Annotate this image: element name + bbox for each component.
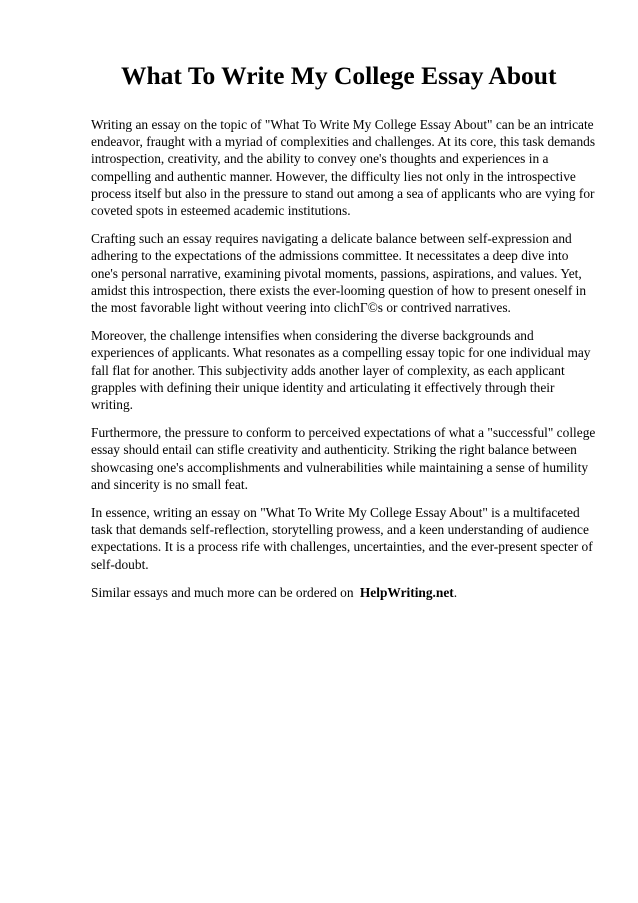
document-title: What To Write My College Essay About bbox=[121, 61, 557, 90]
paragraph-1: Writing an essay on the topic of "What To Write My College Essay About" can be an intricate endeavor, fraught with a myriad of complexities and challenges. At its core, this task demands introspection, creativity, and the ability to convey one's thoughts and experiences in a compelling and authentic manner. However, the difficulty lies not only in the introspective process itself but also in the pressure to stand out among a sea of applicants who are vying for coveted spots in esteemed academic institutions. bbox=[91, 117, 596, 219]
paragraph-4: Furthermore, the pressure to conform to perceived expectations of what a "successful" college essay should entail can stifle creativity and authenticity. Striking the right balance between showcasing one's accomplishments and vulnerabilities while maintaining a sense of humility and sincerity is no small feat. bbox=[91, 425, 596, 492]
paragraph-5: In essence, writing an essay on "What To Write My College Essay About" is a multifaceted task that demands self-reflection, storytelling prowess, and a keen understanding of audience expectations. It is a process rife with challenges, uncertainties, and the ever-present specter of self-doubt. bbox=[91, 505, 593, 572]
footer-line bbox=[91, 584, 598, 601]
brand-link[interactable]: HelpWriting.net bbox=[359, 584, 454, 600]
footer-text: Similar essays and much more can be ordered on bbox=[91, 584, 354, 600]
paragraph-2: Crafting such an essay requires navigating a delicate balance between self-expression and adhering to the expectations of the admissions committee. It necessitates a deep dive into one's personal narrative, examining pivotal moments, passions, aspirations, and values. Yet, amidst this introspection, there exists the ever-looming question of how to present oneself in the most favorable light without veering into clichГ©s or contrived narratives. bbox=[91, 231, 587, 316]
footer-period: . bbox=[453, 584, 458, 600]
paragraph-3: Moreover, the challenge intensifies when considering the diverse backgrounds and experiences of applicants. What resonates as a compelling essay topic for one individual may fall flat for another. This subjectivity adds another layer of complexity, as each applicant grapples with defining their unique identity and articulating it effectively through their writing. bbox=[91, 328, 591, 413]
